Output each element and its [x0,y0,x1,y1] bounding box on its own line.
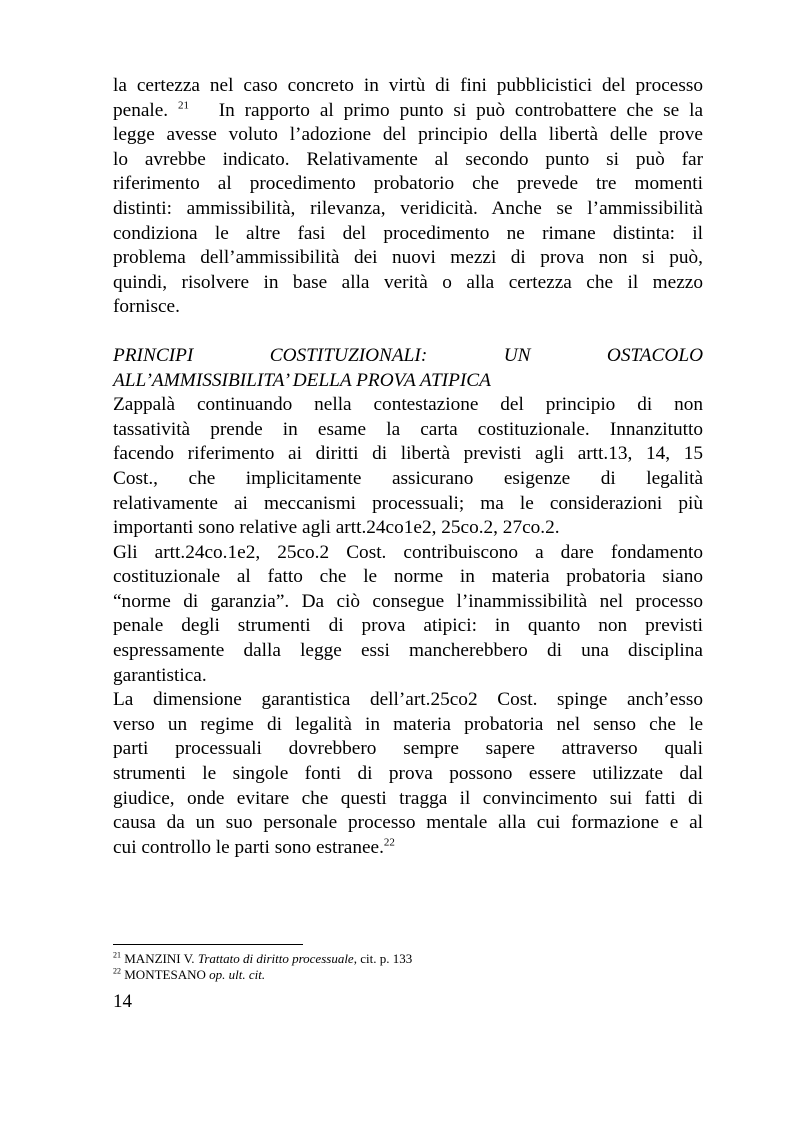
text-line: Gli artt.24co.1e2, 25co.2 Cost. contribuiscono a dare fondamento [113,541,703,563]
page-body [113,74,703,860]
text-line: quindi, risolvere in base alla verità o alla certezza che il mezzo [113,271,703,293]
footnote-citation: , cit. p. 133 [353,951,413,966]
section-heading [113,344,703,393]
text-line: distinti: ammissibilità, rilevanza, veridicità. Anche se l’ammissibilità [113,197,703,219]
footnote-author: MANZINI V. [124,951,195,966]
footnotes [113,944,703,983]
text-line: la certezza nel caso concreto in virtù di fini pubblicistici del processo [113,75,703,96]
heading-line: PRINCIPI COSTITUZIONALI: UN OSTACOLO [113,344,703,366]
text-line: “norme di garanzia”. Da ciò consegue l’inammissibilità nel processo [113,590,703,612]
text-line: Zappalà continuando nella contestazione del principio di non [113,394,703,416]
text-line: penale degli strumenti di prova atipici: in quanto non previsti [113,615,703,637]
text-line: strumenti le singole fonti di prova possono essere utilizzate dal [113,763,703,785]
paragraph-2 [113,393,703,541]
footnote-author: MONTESANO [124,967,206,982]
footnote-title: Trattato di diritto processuale [197,951,354,966]
text-fragment: In rapporto al primo punto si può controbattere che se la [218,99,703,121]
footnote-ref-22[interactable]: 22 [383,836,395,849]
text-line: garantistica. [113,664,207,686]
text-line: facendo riferimento ai diritti di libertà previsti agli artt.13, 14, 15 [113,443,703,465]
text-line [113,99,703,124]
paragraph-3 [113,541,703,689]
text-line: verso un regime di legalità in materia probatoria nel senso che le [113,713,703,735]
heading-line: ALL’AMMISSIBILITA’ DELLA PROVA ATIPICA [113,369,491,391]
text-line: Cost., che implicitamente assicurano esigenze di legalità [113,467,703,489]
footnote-number: 22 [113,966,121,976]
paragraph-4 [113,688,703,860]
text-line: problema dell’ammissibilità dei nuovi mezzi di prova non si può, [113,247,703,269]
text-line: riferimento al procedimento probatorio che prevede tre momenti [113,173,703,195]
text-line [113,836,703,861]
text-line: espressamente dalla legge essi mancherebbero di una disciplina [113,640,703,662]
footnote-22 [113,967,703,983]
text-line: lo avrebbe indicato. Relativamente al secondo punto si può far [113,148,703,170]
text-line: condiziona le altre fasi del procedimento ne rimane distinta: il [113,222,703,244]
paragraph-1 [113,74,703,320]
text-line: legge avesse voluto l’adozione del principio della libertà delle prove [113,124,703,146]
text-line: relativamente ai meccanismi processuali; ma le considerazioni più [113,492,703,514]
text-fragment: cui controllo le parti sono estranee. [113,836,384,858]
text-line: importanti sono relative agli artt.24co1e2, 25co.2, 27co.2. [113,517,560,539]
text-line: causa da un suo personale processo mentale alla cui formazione e al [113,812,703,834]
page-number: 14 [113,991,132,1012]
text-line: giudice, onde evitare che questi tragga il convincimento sui fatti di [113,787,703,809]
text-fragment: penale. [113,99,169,121]
footnote-title: op. ult. cit. [209,967,266,982]
paragraph-gap [113,320,703,344]
footnote-ref-21[interactable]: 21 [178,99,190,112]
text-line: parti processuali dovrebbero sempre sapere attraverso quali [113,738,703,760]
footnote-number: 21 [113,950,121,960]
footnote-separator [113,944,303,945]
text-line: tassatività prende in esame la carta costituzionale. Innanzitutto [113,418,703,440]
footnote-21 [113,951,703,967]
text-line: fornisce. [113,296,180,318]
text-line: costituzionale al fatto che le norme in materia probatoria siano [113,566,703,588]
text-line: La dimensione garantistica dell’art.25co2 Cost. spinge anch’esso [113,689,703,711]
